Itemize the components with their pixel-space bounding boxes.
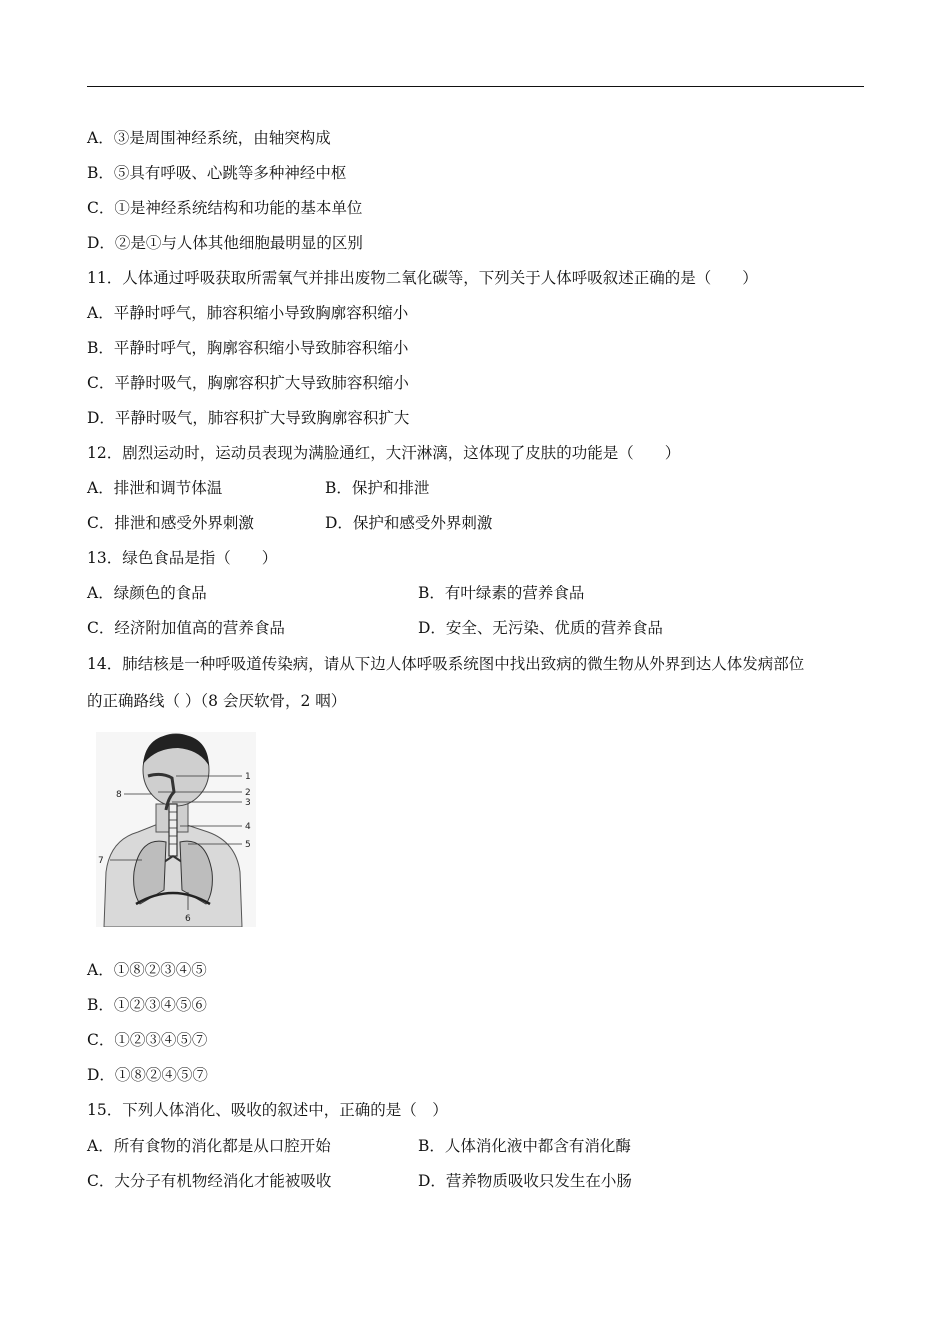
q12-option-c: C．排泄和感受外界刺激 xyxy=(87,514,254,532)
q13-option-c: C．经济附加值高的营养食品 xyxy=(87,619,285,637)
figure-label-3: 3 xyxy=(245,798,251,808)
q15-option-a: A．所有食物的消化都是从口腔开始 xyxy=(87,1137,331,1155)
q15-option-c: C．大分子有机物经消化才能被吸收 xyxy=(87,1172,332,1190)
figure-label-1: 1 xyxy=(245,772,251,782)
figure-label-7: 7 xyxy=(98,856,104,866)
q15-option-b: B．人体消化液中都含有消化酶 xyxy=(418,1137,631,1155)
q12-option-b: B．保护和排泄 xyxy=(325,479,430,497)
q13-option-b: B．有叶绿素的营养食品 xyxy=(418,584,585,602)
q14-option-b: B．①②③④⑤⑥ xyxy=(87,996,207,1014)
q14-option-d: D．①⑧②④⑤⑦ xyxy=(87,1066,208,1084)
respiratory-system-figure xyxy=(96,732,256,927)
q13-option-a: A．绿颜色的食品 xyxy=(87,584,207,602)
figure-label-6: 6 xyxy=(185,914,191,924)
q12-option-d: D．保护和感受外界刺激 xyxy=(325,514,493,532)
q12-option-a: A．排泄和调节体温 xyxy=(87,479,223,497)
q11-option-a: A．平静时呼气，肺容积缩小导致胸廓容积缩小 xyxy=(87,304,409,322)
q12-stem: 12．剧烈运动时，运动员表现为满脸通红，大汗淋漓，这体现了皮肤的功能是（ ） xyxy=(87,444,681,462)
q15-option-d: D．营养物质吸收只发生在小肠 xyxy=(418,1172,632,1190)
q11-option-b: B．平静时呼气，胸廓容积缩小导致肺容积缩小 xyxy=(87,339,409,357)
q10-option-c: C．①是神经系统结构和功能的基本单位 xyxy=(87,199,363,217)
q15-stem: 15．下列人体消化、吸收的叙述中，正确的是（ ） xyxy=(87,1101,448,1119)
q11-option-c: C．平静时吸气，胸廓容积扩大导致肺容积缩小 xyxy=(87,374,409,392)
q14-option-c: C．①②③④⑤⑦ xyxy=(87,1031,208,1049)
q11-option-d: D．平静时吸气，肺容积扩大导致胸廓容积扩大 xyxy=(87,409,410,427)
figure-label-2: 2 xyxy=(245,788,251,798)
figure-label-5: 5 xyxy=(245,840,251,850)
q10-option-d: D．②是①与人体其他细胞最明显的区别 xyxy=(87,234,363,252)
q13-stem: 13．绿色食品是指（ ） xyxy=(87,549,278,567)
figure-label-8: 8 xyxy=(116,790,122,800)
header-rule xyxy=(87,86,864,87)
q10-option-b: B．⑤具有呼吸、心跳等多种神经中枢 xyxy=(87,164,347,182)
q11-stem: 11．人体通过呼吸获取所需氧气并排出废物二氧化碳等，下列关于人体呼吸叙述正确的是（ ） xyxy=(87,269,758,287)
q14-option-a: A．①⑧②③④⑤ xyxy=(87,961,207,979)
q14-stem-line1: 14．肺结核是一种呼吸道传染病，请从下边人体呼吸系统图中找出致病的微生物从外界到达人体发病部位 xyxy=(87,655,805,673)
figure-label-4: 4 xyxy=(245,822,251,832)
q10-option-a: A．③是周围神经系统，由轴突构成 xyxy=(87,129,331,147)
q13-option-d: D．安全、无污染、优质的营养食品 xyxy=(418,619,663,637)
q14-stem-line2: 的正确路线（ ）（8 会厌软骨，2 咽） xyxy=(87,692,347,710)
